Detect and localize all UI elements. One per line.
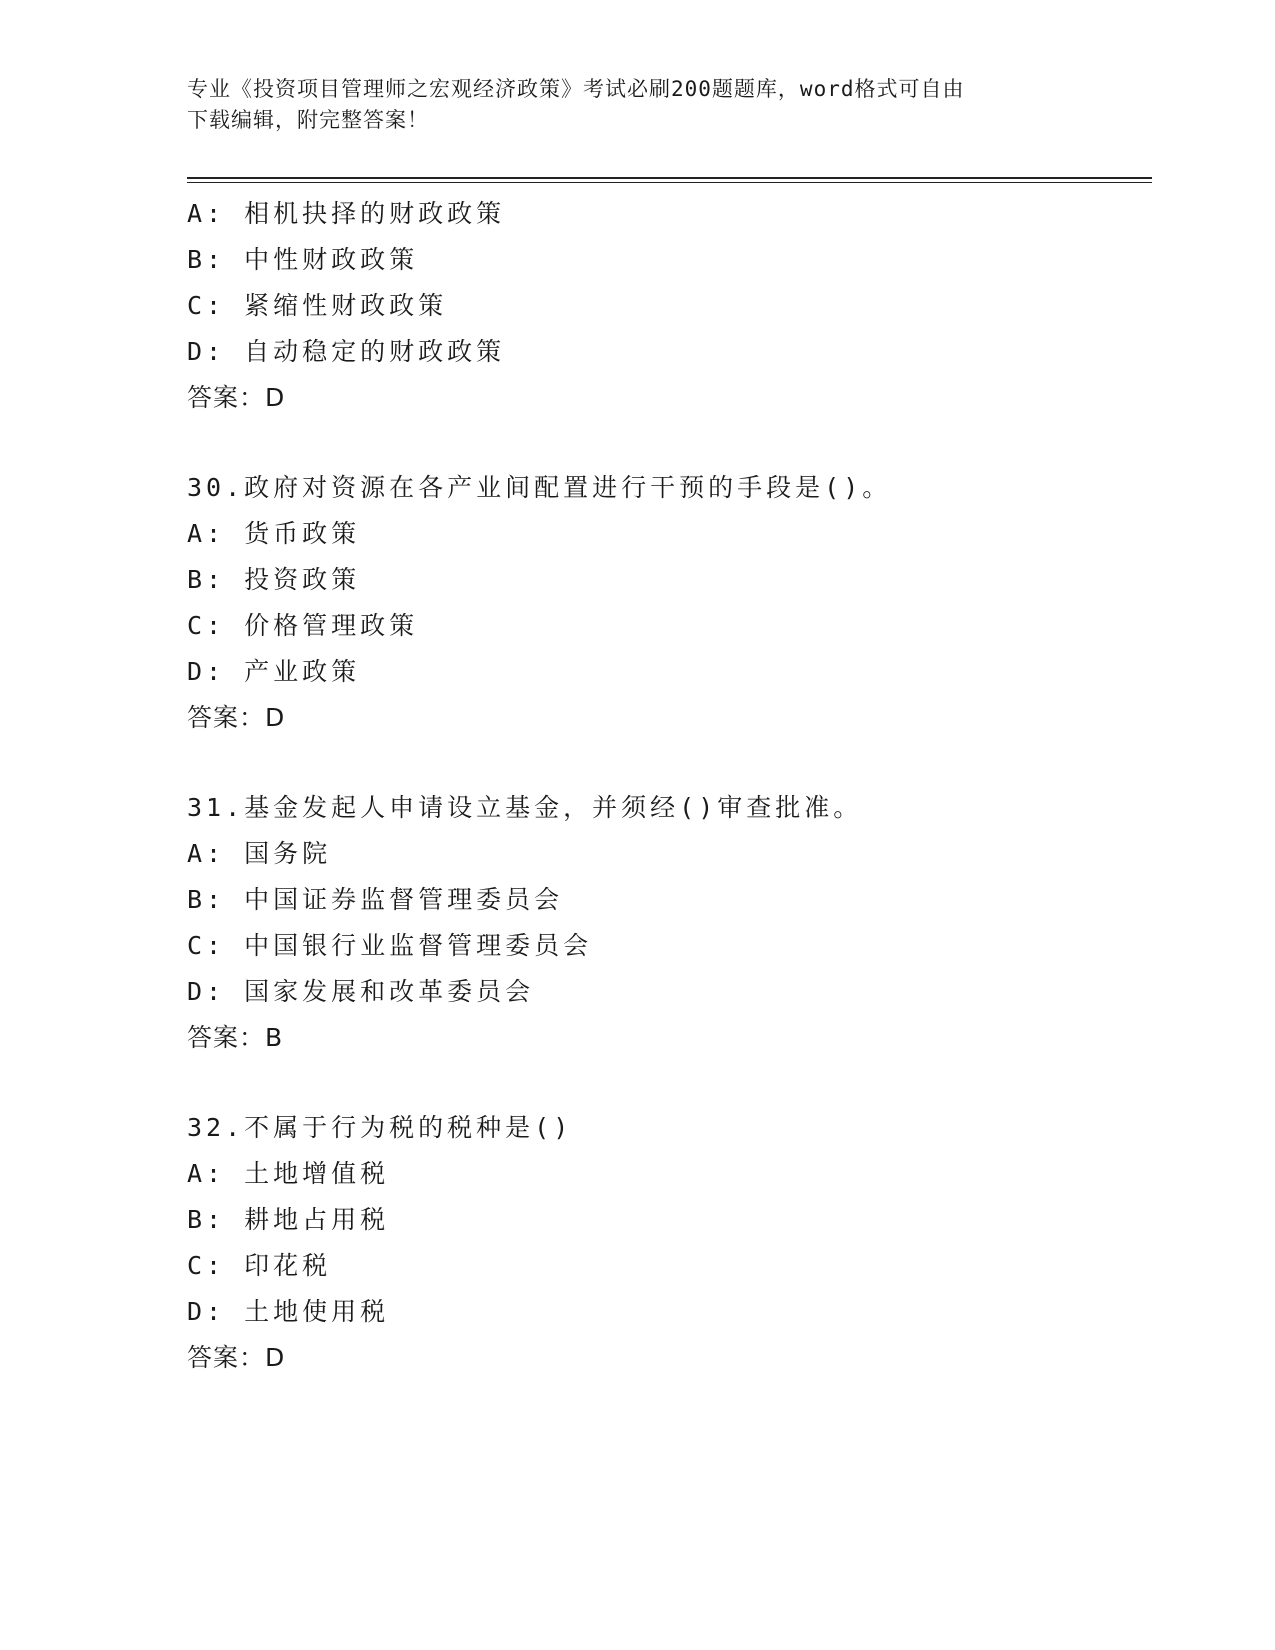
option-b: B: 耕地占用税	[187, 1205, 390, 1234]
question-29-continued	[187, 191, 1147, 421]
header-line-2: 下载编辑，附完整答案！	[187, 108, 429, 132]
question-stem: 30.政府对资源在各产业间配置进行干预的手段是()。	[187, 473, 892, 502]
answer-line: 答案：D	[187, 383, 286, 412]
option-a: A: 相机抉择的财政政策	[187, 199, 506, 228]
option-a: A: 土地增值税	[187, 1159, 390, 1188]
option-b: B: 中性财政政策	[187, 245, 419, 274]
header-rule-thick	[187, 177, 1152, 179]
question-30	[187, 465, 1147, 741]
question-stem: 32.不属于行为税的税种是()	[187, 1113, 573, 1142]
option-d: D: 自动稳定的财政政策	[187, 337, 506, 366]
option-a: A: 国务院	[187, 839, 332, 868]
document-header	[187, 74, 1067, 136]
answer-line: 答案：B	[187, 1023, 284, 1052]
question-31	[187, 785, 1147, 1061]
header-line-1: 专业《投资项目管理师之宏观经济政策》考试必刷200题题库，word格式可自由	[187, 77, 965, 101]
answer-line: 答案：D	[187, 703, 286, 732]
option-c: C: 中国银行业监督管理委员会	[187, 931, 593, 960]
answer-line: 答案：D	[187, 1343, 286, 1372]
header-rule-thin	[187, 182, 1152, 183]
option-c: C: 印花税	[187, 1251, 332, 1280]
option-c: C: 价格管理政策	[187, 611, 419, 640]
option-d: D: 国家发展和改革委员会	[187, 977, 535, 1006]
option-d: D: 产业政策	[187, 657, 361, 686]
option-d: D: 土地使用税	[187, 1297, 390, 1326]
option-b: B: 投资政策	[187, 565, 361, 594]
question-list	[187, 191, 1147, 1381]
option-a: A: 货币政策	[187, 519, 361, 548]
option-c: C: 紧缩性财政政策	[187, 291, 448, 320]
option-b: B: 中国证券监督管理委员会	[187, 885, 564, 914]
question-stem: 31.基金发起人申请设立基金，并须经()审查批准。	[187, 793, 863, 822]
question-32	[187, 1105, 1147, 1381]
